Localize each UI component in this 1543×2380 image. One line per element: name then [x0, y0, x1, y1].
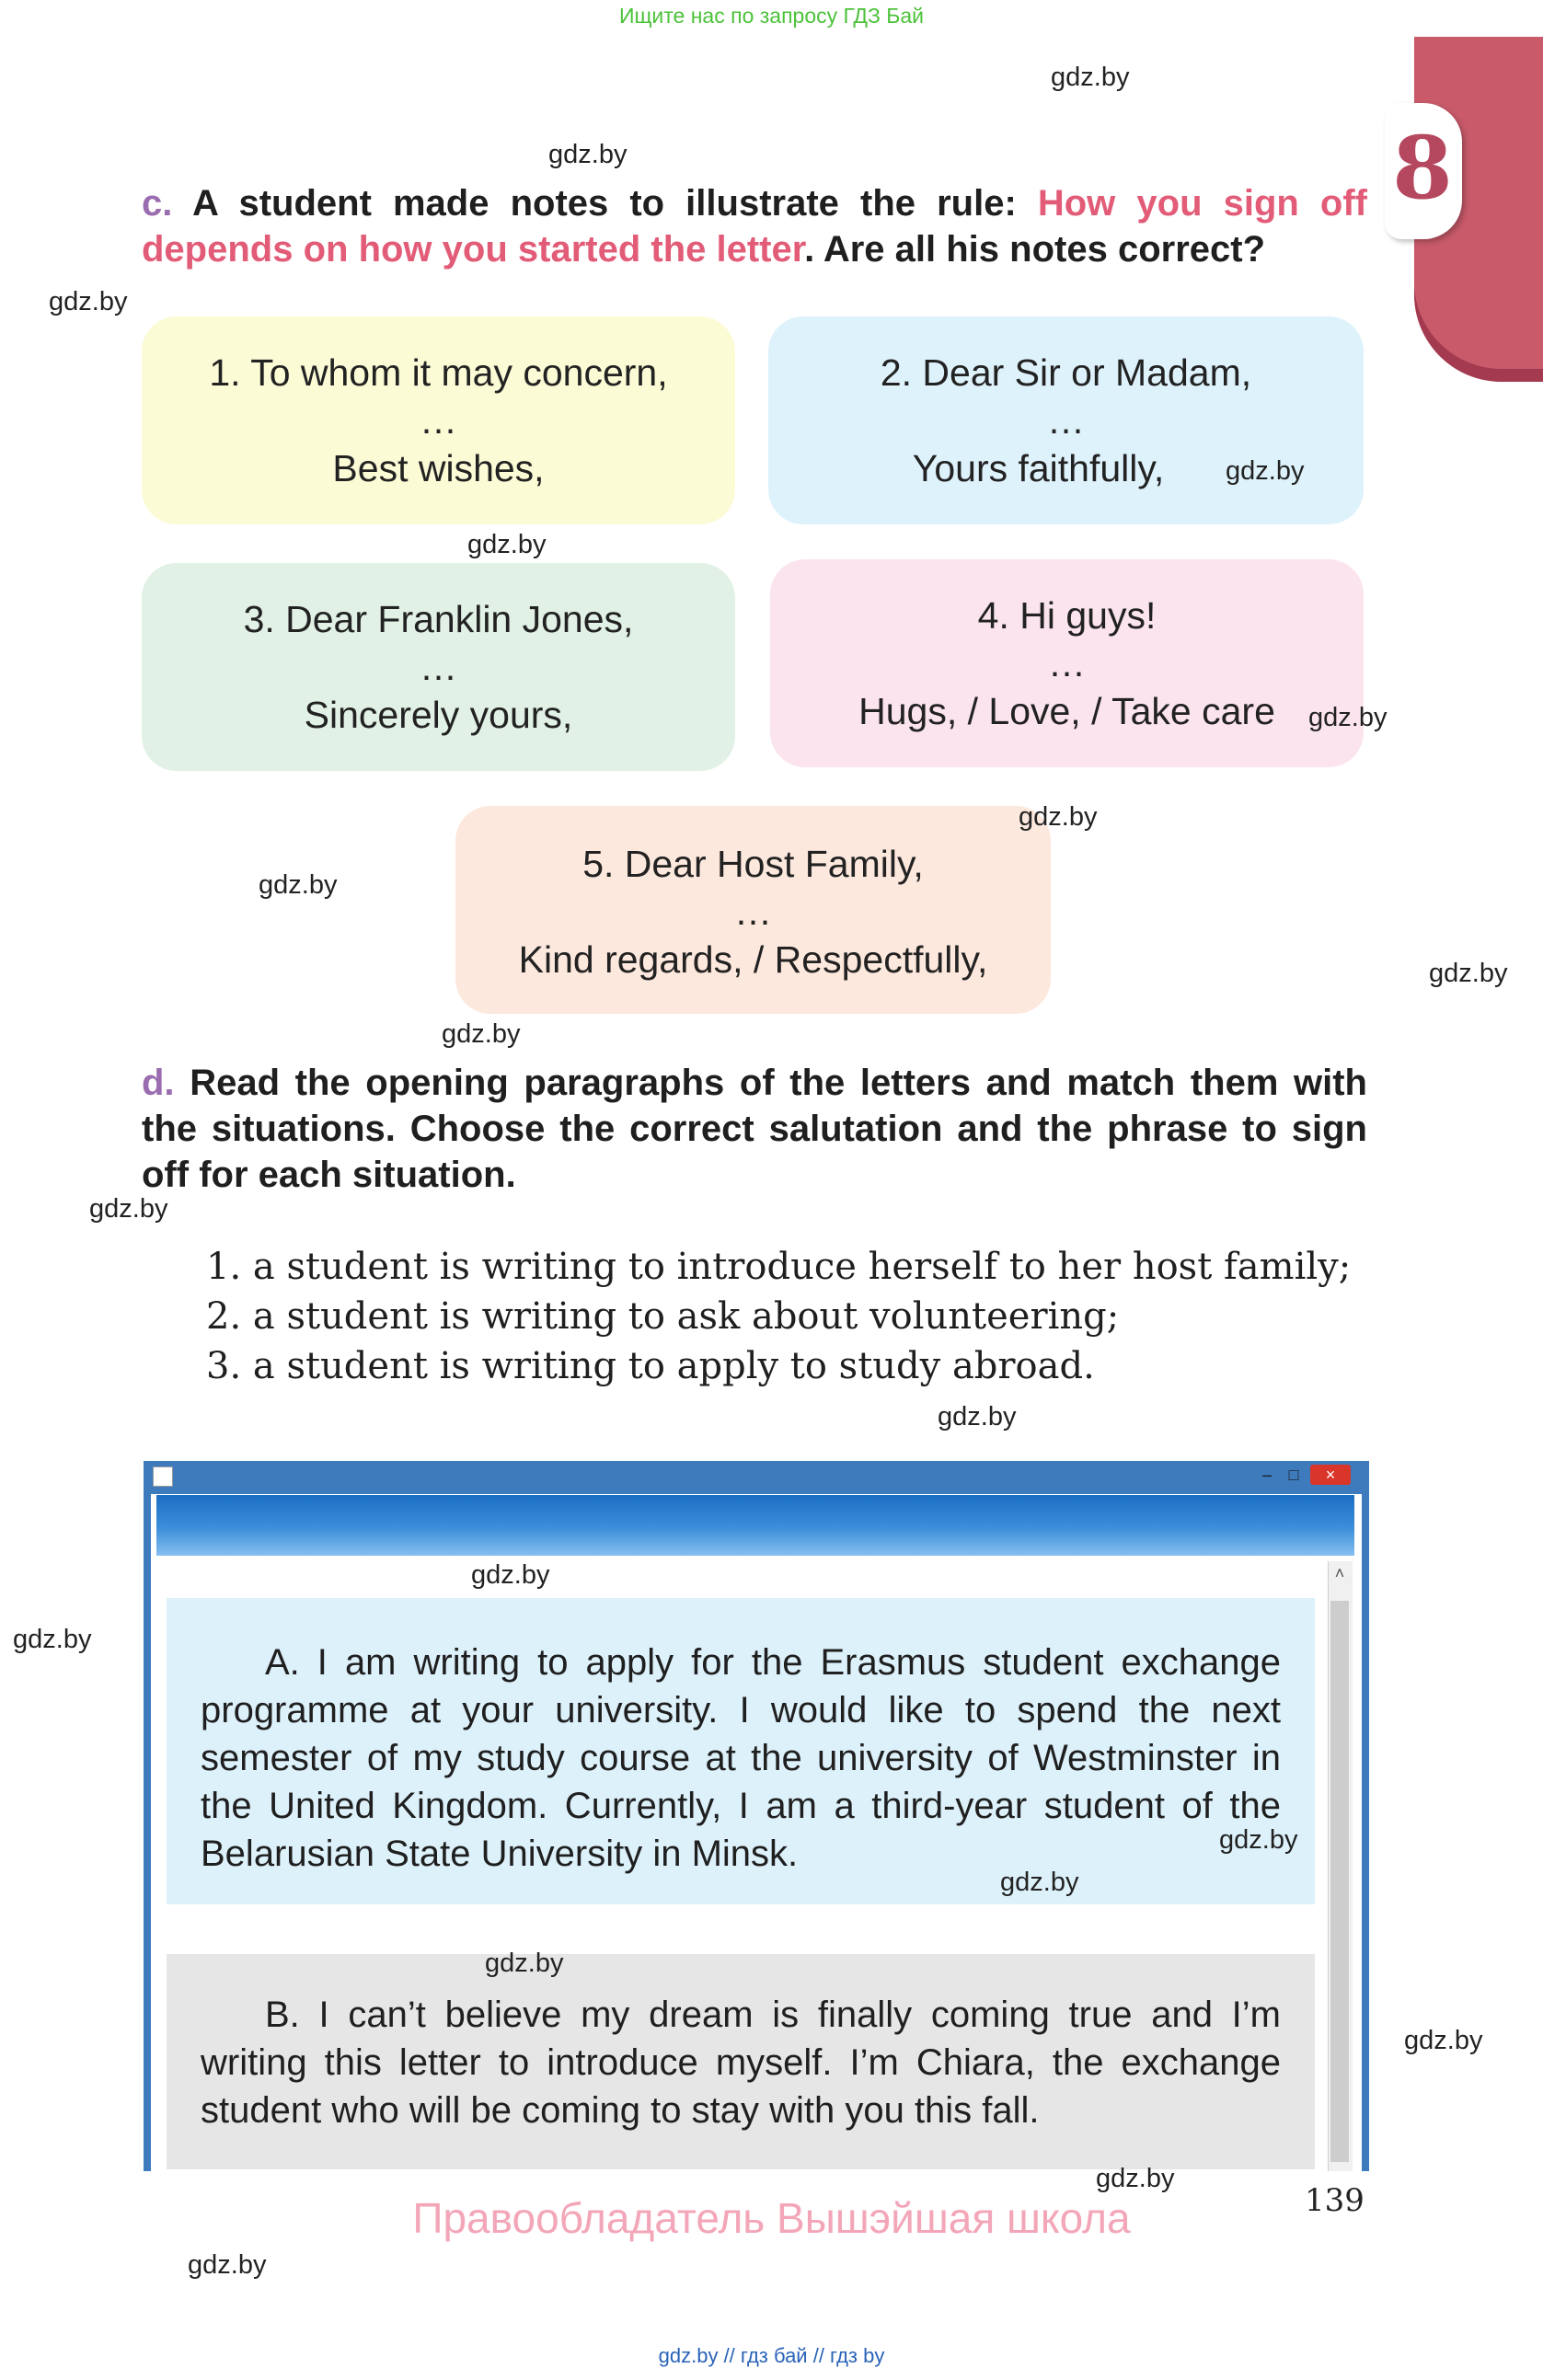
situation-item: 2. a student is writing to ask about volunteering;	[206, 1295, 1120, 1338]
watermark: gdz.by	[1051, 63, 1130, 92]
card-dots: …	[420, 399, 457, 442]
watermark: gdz.by	[938, 1402, 1017, 1431]
situation-item: 3. a student is writing to apply to study abroad.	[206, 1345, 1095, 1387]
task-d-letter: d.	[142, 1063, 175, 1103]
page-number: 139	[1305, 2182, 1365, 2219]
note-card-5	[455, 806, 1051, 1014]
watermark: gdz.by	[1226, 456, 1305, 486]
scrollbar-thumb[interactable]	[1330, 1601, 1349, 2162]
window-checkbox[interactable]	[153, 1466, 173, 1487]
watermark: gdz.by	[1308, 703, 1388, 732]
watermark: gdz.by	[89, 1194, 168, 1224]
task-c-highlight: How you sign off depends on how you started the letter	[142, 183, 1367, 270]
note-card-2	[768, 316, 1364, 524]
card-dots: …	[420, 646, 457, 688]
watermark: gdz.by	[1404, 2026, 1483, 2055]
watermark: gdz.by	[1219, 1825, 1298, 1855]
card-closing: Sincerely yours,	[304, 694, 573, 736]
paragraph-a-box	[167, 1598, 1315, 1904]
close-button[interactable]: ×	[1310, 1465, 1351, 1485]
note-card-1	[142, 316, 735, 524]
card-closing: Kind regards, / Respectfully,	[518, 938, 988, 981]
card-dots: …	[1048, 642, 1086, 684]
watermark: gdz.by	[13, 1625, 92, 1654]
watermark: gdz.by	[471, 1560, 550, 1590]
situation-item: 1. a student is writing to introduce herself to her host family;	[206, 1246, 1352, 1288]
card-opening: 3. Dear Franklin Jones,	[243, 598, 634, 640]
task-c-text-end: . Are all his notes correct?	[804, 229, 1266, 270]
card-dots: …	[1047, 399, 1085, 442]
task-d-text: Read the opening paragraphs of the letters and match them with the situations. Choose the correct salutation and the phrase to sign off for each situation.	[142, 1063, 1367, 1195]
window-header-bar	[156, 1495, 1354, 1556]
card-opening: 2. Dear Sir or Madam,	[880, 351, 1252, 394]
window-titlebar	[144, 1461, 1369, 1494]
scroll-up-icon[interactable]: ˄	[1334, 1564, 1345, 1582]
card-closing: Hugs, / Love, / Take care	[858, 690, 1275, 732]
watermark: gdz.by	[49, 287, 128, 316]
paragraph-b: B. I can’t believe my dream is finally coming true and I’m writing this letter to introduce myself. I’m Chiara, the exchange student who will be coming to stay with you this fall.	[201, 1995, 1281, 2131]
task-c-letter: c.	[142, 183, 173, 224]
paragraph-a: A. I am writing to apply for the Erasmus student exchange programme at your university. I would like to spend the next semester of my study course at the university of Westminster in the United Kingdom. Currently, I am a third-year student of the Belarusian State University in Minsk.	[201, 1642, 1281, 1874]
watermark: gdz.by	[485, 1949, 564, 1978]
watermark: gdz.by	[1000, 1868, 1079, 1897]
card-opening: 4. Hi guys!	[977, 594, 1157, 637]
situation-list	[206, 1242, 1402, 1391]
watermark: gdz.by	[1096, 2164, 1175, 2193]
card-opening: 5. Dear Host Family,	[582, 843, 924, 885]
minimize-button[interactable]: –	[1261, 1466, 1272, 1484]
chapter-number: 8	[1392, 118, 1453, 219]
card-opening: 1. To whom it may concern,	[209, 351, 668, 394]
task-c-text-start: A student made notes to illustrate the rule:	[191, 183, 1038, 224]
bottom-links[interactable]: gdz.by // гдз бай // гдз by	[658, 2344, 885, 2367]
note-card-3	[142, 563, 735, 771]
note-card-4	[770, 559, 1364, 767]
top-banner[interactable]: Ищите нас по запросу ГДЗ Бай	[618, 4, 925, 28]
watermark: gdz.by	[259, 870, 338, 900]
copyright-holder: Правообладатель Вышэйшая школа	[412, 2194, 1131, 2242]
task-d	[142, 1060, 1367, 1198]
watermark: gdz.by	[1019, 802, 1098, 832]
watermark: gdz.by	[467, 530, 547, 559]
card-dots: …	[734, 891, 772, 933]
watermark: gdz.by	[548, 140, 628, 169]
task-c	[142, 180, 1367, 272]
watermark: gdz.by	[442, 1019, 521, 1049]
paragraph-b-box	[167, 1954, 1315, 2169]
watermark: gdz.by	[188, 2250, 267, 2280]
card-closing: Yours faithfully,	[912, 447, 1165, 489]
watermark: gdz.by	[1429, 959, 1508, 988]
card-closing: Best wishes,	[332, 447, 545, 489]
maximize-button[interactable]: □	[1288, 1466, 1299, 1484]
